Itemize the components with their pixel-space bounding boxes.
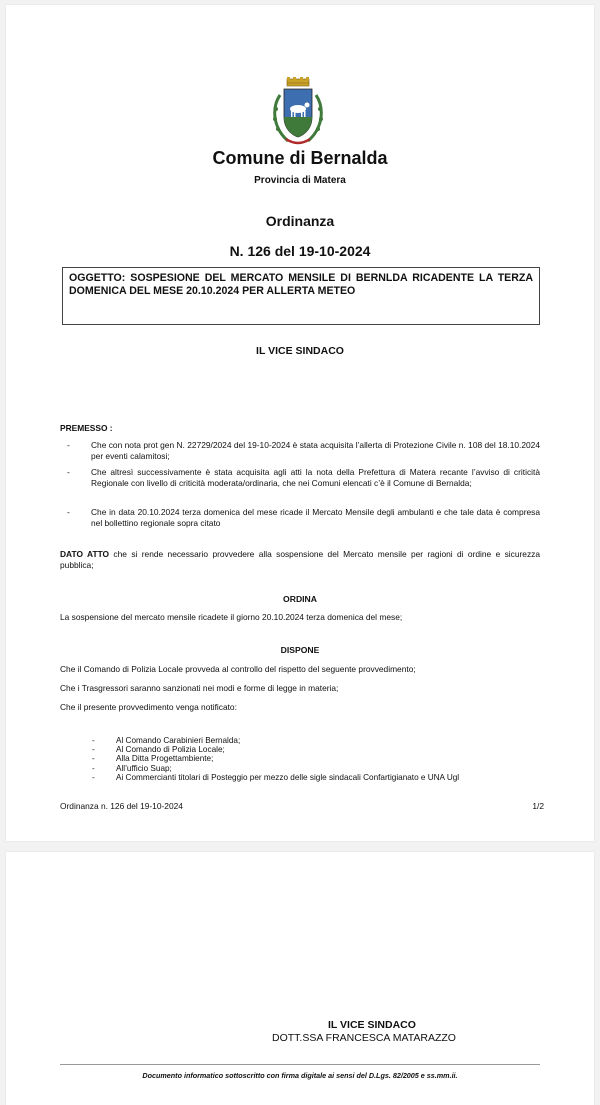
subject-text: OGGETTO: SOSPESIONE DEL MERCATO MENSILE DI BERNLDA RICADENTE LA TERZA DOMENICA DEL MESE 20.10.2024 PER ALLERTA METEO [69,272,533,297]
recipient-text: All’ufficio Suap; [116,763,172,773]
premesso-item: - Che con nota prot gen N. 22729/2024 del 19-10-2024 è stata acquisita l’allerta di Protezione Civile n. 108 del 18.10.2024 per eventi calamitosi; [67,440,540,461]
premesso-item-text: Che con nota prot gen N. 22729/2024 del 19-10-2024 è stata acquisita l’allerta di Protezione Civile n. 108 del 18.10.2024 per eventi calamitosi; [91,440,540,461]
dato-atto-text: che si rende necessario provvedere alla sospensione del Mercato mensile per ragioni di ordine e sicurezza pubblica; [60,549,540,570]
dato-atto-paragraph [60,549,540,570]
document-number: N. 126 del 19-10-2024 [229,243,371,259]
recipient-text: Alla Ditta Progettambiente; [116,754,214,764]
subject-box [62,267,540,325]
recipient-text: Al Comando di Polizia Locale; [116,745,225,755]
recipient-text: Al Comando Carabinieri Bernalda; [116,736,241,745]
footer-reference: Ordinanza n. 126 del 19-10-2024 [60,801,183,811]
document-type: Ordinanza [265,213,335,229]
dispone-line: Che il Comando di Polizia Locale provveda al controllo del rispetto del seguente provvedimento; [60,664,416,674]
ordina-heading: ORDINA [283,594,317,604]
digital-signature-note: Documento informatico sottoscritto con firma digitale ai sensi del D.Lgs. 82/2005 e ss.mm.ii. [142,1071,458,1080]
premesso-item-text: Che altresì successivamente è stata acquisita agli atti la nota della Prefettura di Matera recante l’avviso di criticità Regionale con livello di criticità moderata/ordinaria, che nei Comuni elencati c’è il Comune di Bernalda; [91,467,540,488]
recipients-list [92,736,542,782]
municipal-coat-of-arms-icon [270,77,326,149]
dispone-heading: DISPONE [280,645,320,655]
list-item: - Ai Commercianti titolari di Posteggio per mezzo delle sigle sindacali Confartigianato e UNA Ugl [92,772,460,782]
issuer-title: IL VICE SINDACO [256,345,344,357]
municipality-name: Comune di Bernalda [212,148,388,168]
premesso-label: PREMESSO : [60,423,113,433]
list-item: - Al Comando di Polizia Locale; [92,745,225,755]
list-item: - Alla Ditta Progettambiente; [92,754,214,764]
page-number: 1/2 [532,801,544,811]
signature-name: DOTT.SSA FRANCESCA MATARAZZO [272,1032,456,1044]
premesso-item: - Che altresì successivamente è stata acquisita agli atti la nota della Prefettura di Matera recante l’avviso di criticità Regionale con livello di criticità moderata/ordinaria, che nei Comuni elencati c’è il Comune di Bernalda; [67,467,540,488]
signature-title: IL VICE SINDACO [328,1019,416,1031]
province-name: Provincia di Matera [254,175,346,186]
list-item: - All’ufficio Suap; [92,763,172,773]
premesso-item-text: Che in data 20.10.2024 terza domenica del mese ricade il Mercato Mensile degli ambulanti e che tale data è compresa nel bollettino regionale sopra citato [91,507,540,528]
document-page-1 [6,5,594,841]
dispone-line: Che i Trasgressori saranno sanzionati nei modi e forme di legge in materia; [60,683,339,693]
premesso-item: - Che in data 20.10.2024 terza domenica del mese ricade il Mercato Mensile degli ambulanti e che tale data è compresa nel bollettino regionale sopra citato [67,507,540,528]
recipient-text: Ai Commercianti titolari di Posteggio per mezzo delle sigle sindacali Confartigianato e UNA Ugl [116,772,460,782]
dispone-line: Che il presente provvedimento venga notificato: [60,702,237,712]
ordina-text: La sospensione del mercato mensile ricadete il giorno 20.10.2024 terza domenica del mese; [60,612,403,622]
document-page-2 [6,852,594,1105]
list-item: - Al Comando Carabinieri Bernalda; [92,736,241,745]
dato-atto-label: DATO ATTO [60,549,110,559]
divider [60,1064,540,1065]
